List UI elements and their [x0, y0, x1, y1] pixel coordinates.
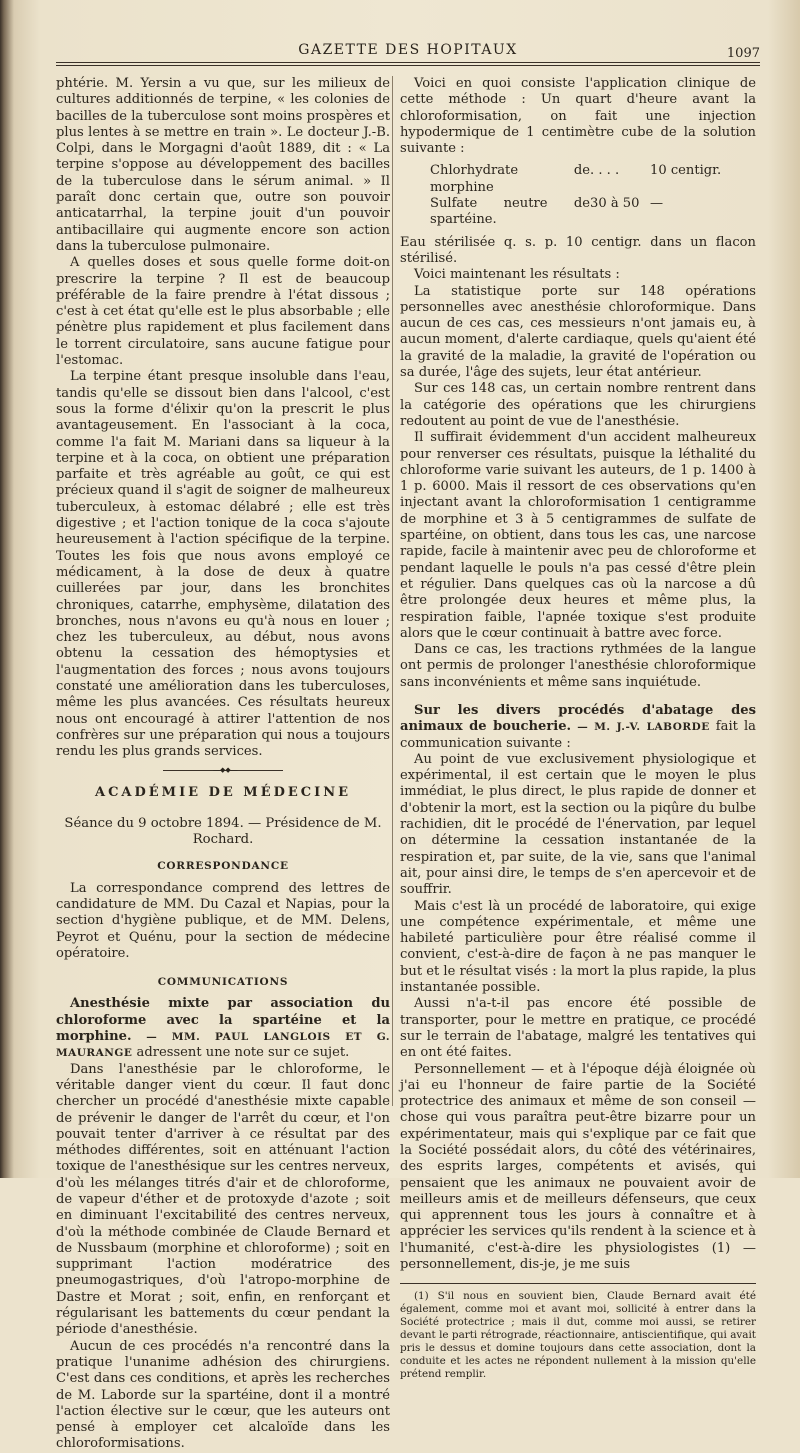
paragraph: A quelles doses et sous quelle forme doit-on prescrire la terpine ? Il est de beaucoup préférable de la faire prendre à l'état dissous ; c'est à cet état qu'elle est le plus absorbable ; elle pénètre plus rapidement et plus facilement dans le torrent circulatoire, sans aucune fatigue pour l'estomac. [56, 255, 390, 369]
paragraph: Voici maintenant les résultats : [414, 267, 620, 283]
paragraph: Au point de vue exclusivement physiologique et expérimental, il est certain que le moyen le plus immédiat, le plus direct, le plus rapide de donner et d'obtenir la mort, est la section ou la piqûre du bulbe rachidien, dit le procédé de l'énervation, par lequel on détermine la cessation instantanée de la respiration et, par suite, de la vie, sans que l'animal ait, pour ainsi dire, le temps de s'en apercevoir et de souffrir. [400, 751, 756, 898]
formula-ingredient: Chlorhydrate de morphine [430, 163, 590, 195]
left-column [56, 76, 390, 1453]
formula-dots: 30 à 50 [590, 196, 640, 212]
paragraph: Sur ces 148 cas, un certain nombre rentrent dans la catégorie des opérations que les chirurgiens redoutent au point de vue de l'anesthésie. [400, 381, 756, 429]
formula-dots: . . . . [590, 163, 620, 179]
paragraph: Mais c'est là un procédé de laboratoire, qui exige une compétence expérimentale, et même une habileté particulière pour être réalisé comme il convient, c'est-à-dire de façon à ne pas manquer le but et le résultat visés : la mort la plus rapide, la plus instantanée possible. [400, 898, 757, 996]
column-separator [392, 76, 393, 1106]
paragraph: Dans ce cas, les tractions rythmées de la langue ont permis de prolonger l'anesthésie chloroformique sans inconvénients et même sans inquiétude. [400, 642, 756, 690]
footnote-rule [400, 1283, 756, 1284]
subheading-correspondance: CORRESPONDANCE [157, 860, 289, 873]
right-column [400, 76, 756, 1381]
paragraph: Voici en quoi consiste l'application clinique de cette méthode : Un quart d'heure avant la chloroformisation, on fait une injection hypodermique de 1 centimètre cube de la solution suivante : [400, 76, 756, 157]
formula-amount: — [650, 196, 664, 212]
communication-title: Sur les divers procédés d'abatage des animaux de boucherie. [400, 702, 756, 735]
paragraph: Eau stérilisée q. s. p. 10 centigr. dans un flacon stérilisé. [400, 234, 756, 266]
paragraph: Dans l'anesthésie par le chloroforme, le véritable danger vient du cœur. Il faut donc chercher un procédé d'anesthésie mixte capable de prévenir le danger de l'arrêt du cœur, et l'on pouvait tenter d'arriver à ce résultat par des méthodes différentes, soit en atténuant l'action toxique de l'anesthésique sur les centres nerveux, d'où les mélanges titrés d'air et de chloroforme, de vapeur d'éther et de protoxyde d'azote ; soit en diminuant l'excitabilité des centres nerveux, d'où la méthode combinée de Claude Bernard et de Nussbaum (morphine et chloroforme) ; soit en supprimant l'action modératrice des pneumogastriques, d'où l'atropo-morphine de Dastre et Morat ; soit, enfin, en renforçant et régularisant les battements du cœur pendant la période d'anesthésie. [56, 1061, 390, 1338]
formula-row [430, 196, 756, 229]
communication-authors: — MM. PAUL LANGLOIS ET G. MAURANGE [56, 1031, 390, 1060]
header-rule [56, 62, 760, 66]
divider-ornament: —◆◆— [213, 766, 238, 775]
formula-ingredient: Sulfate neutre de spartéine. [430, 196, 590, 228]
page-number: 1097 [726, 46, 760, 61]
running-title: GAZETTE DES HOPITAUX [298, 42, 518, 58]
paragraph: Personnellement — et à l'époque déjà éloignée où j'ai eu l'honneur de faire partie de la Société protectrice des animaux et même de son conseil — chose qui vous paraîtra peut-être bizarre pour un expérimentateur, mais qui s'explique par ce fait que la Société possédait alors, du côté des vétérinaires, des esprits larges, compétents et avisés, qui pensaient que les animaux ne pouvaient avoir de meilleurs amis et de meilleurs défenseurs, que ceux qui apprennent tous les jours à connaître et à apprécier les services qu'ils rendent à la science et à l'humanité, c'est-à-dire les physiologistes (1) — personnellement, dis-je, je me suis [400, 1061, 756, 1273]
subheading-communications: COMMUNICATIONS [157, 976, 289, 989]
formula-amount: 10 centigr. [650, 163, 722, 179]
paragraph: La statistique porte sur 148 opérations personnelles avec anesthésie chloroformique. Dans aucun de ces cas, ces messieurs n'ont jamais eu, à aucun moment, d'alerte cardiaque, quels qu'aient été la gravité de la maladie, la gravité de l'opération ou sa durée, l'âge des sujets, leur état antérieur. [400, 283, 756, 381]
communication-intro [400, 703, 756, 752]
communication-rest: adressent une note sur ce sujet. [132, 1045, 350, 1061]
paragraph: Il suffirait évidemment d'un accident malheureux pour renverser ces résultats, puisque la léthalité du chloroforme varie suivant les auteurs, de 1 p. 1400 à 1 p. 6000. Mais il ressort de ces observations qu'en injectant avant la chloroformisation 1 centigramme de morphine et 3 à 5 centigrammes de sulfate de spartéine, on obtient, dans tous les cas, une narcose rapide, facile à maintenir avec peu de chloroforme et pendant laquelle le pouls n'a pas cessé d'être plein et régulier. Dans quelques cas où la narcose a dû être prolongée deux heures et même plus, la respiration faible, l'apnée toxique s'est produite alors que le cœur continuait à battre avec force. [400, 430, 756, 641]
footnote: (1) S'il nous en souvient bien, Claude Bernard avait été également, comme moi et avant moi, sollicité à entrer dans la Société protectrice ; mais il dut, comme moi aussi, se retirer devant le parti rétrograde, réactionnaire, antiscientifique, qui avait pris le dessus et domine toujours dans cette association, dont la conduite et les actes ne répondent nullement à la mission qu'elle prétend remplir. [400, 1290, 756, 1381]
paragraph: phtérie. M. Yersin a vu que, sur les milieux de cultures additionnés de terpine, « les colonies de bacilles de la tuberculose sont moins prospères et plus lentes à se mettre en train ». Le docteur J.-B. Colpi, dans le Morgagni d'août 1889, dit : « La terpine s'oppose au développement des bacilles de la tuberculose dans le sérum animal. » Il paraît donc certain que, outre son pouvoir anticatarrhal, la terpine jouit d'un pouvoir antibacillaire qui augmente encore son action dans la tuberculose pulmonaire. [56, 76, 390, 254]
paragraph: La correspondance comprend des lettres de candidature de MM. Du Cazal et Napias, pour la section d'hygiène publique, et de MM. Delens, Peyrot et Quénu, pour la section de médecine opératoire. [56, 880, 390, 961]
communication-intro [56, 996, 390, 1061]
paragraph: La terpine étant presque insoluble dans l'eau, tandis qu'elle se dissout bien dans l'alcool, c'est sous la forme d'élixir qu'on la prescrit le plus avantageusement. En l'associant à la coca, comme l'a fait M. Mariani dans sa liqueur à la terpine et à la coca, on obtient une préparation parfaite et très agréable au goût, ce qui est précieux quand il s'agit de soigner de malheureux tuberculeux, à estomac délabré ; elle est très digestive ; et l'action tonique de la coca s'ajoute heureusement à l'action spécifique de la terpine. Toutes les fois que nous avons employé ce médicament, à la dose de deux à quatre cuillerées par jour, dans les bronchites chroniques, catarrhe, emphysème, dilatation des bronches, nous n'avons eu qu'à nous en louer ; chez les tuberculeux, au début, nous avons obtenu la cessation des hémoptysies et l'augmentation des forces ; nous avons toujours constaté une amélioration dans les tuberculoses, même les plus avancées. Ces résultats heureux nous ont encouragé à attirer l'attention de nos confrères sur une préparation qui nous a toujours rendu les plus grands services. [56, 369, 390, 760]
formula [430, 163, 756, 228]
formula-row [430, 163, 756, 196]
session-line: Séance du 9 octobre 1894. — Présidence de M. Rochard. [64, 815, 382, 848]
paragraph: Aucun de ces procédés n'a rencontré dans la pratique l'unanime adhésion des chirurgiens. C'est dans ces conditions, et après les recherches de M. Laborde sur la spartéine, dont il a montré l'action élective sur le cœur, que les auteurs ont pensé à employer cet alcaloïde dans les chloroformisations. [56, 1338, 390, 1452]
communication-authors: — M. J.-V. LABORDE [571, 721, 710, 734]
section-divider [163, 766, 283, 775]
communication-rest: fait la communication suivante : [400, 719, 756, 751]
paragraph: Aussi n'a-t-il pas encore été possible de transporter, pour le mettre en pratique, ce procédé sur le terrain de l'abatage, malgré les tentatives qui en ont été faites. [400, 996, 756, 1061]
page-header [56, 40, 760, 62]
section-heading: ACADÉMIE DE MÉDECINE [94, 785, 351, 801]
communication-title: Anesthésie mixte par association du chloroforme avec la spartéine et la morphine. [56, 996, 390, 1045]
